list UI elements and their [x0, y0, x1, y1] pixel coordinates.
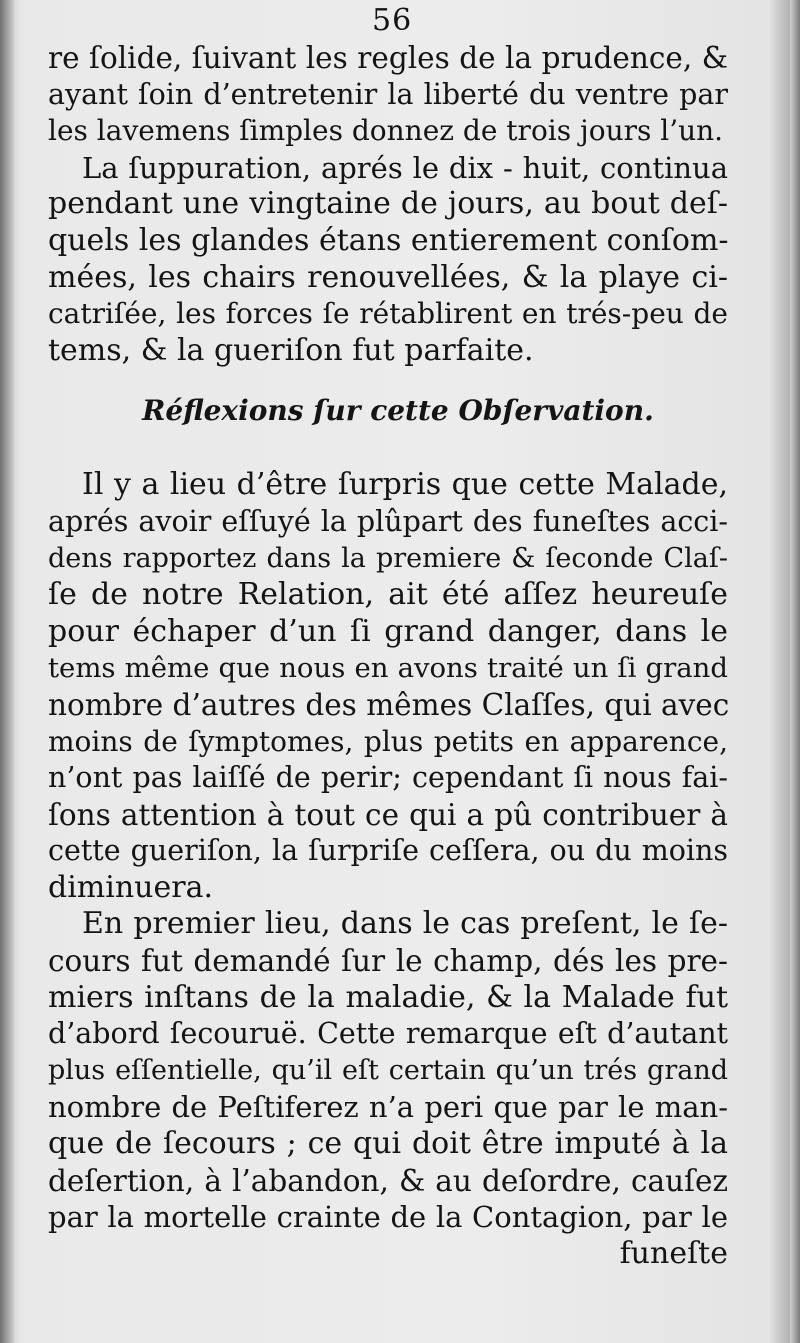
text-line: ſe de notre Relation, ait été aſſez heureuſe	[48, 577, 728, 613]
text-line: pour échaper d’un ſi grand danger, dans le	[48, 613, 728, 649]
text-line: mées, les chairs renouvellées, & la playe ci-	[48, 259, 728, 295]
text-line: cours fut demandé ſur le champ, dés les pre-	[48, 944, 728, 979]
text-line: cette gueriſon, la ſurpriſe ceſſera, ou du moins	[48, 834, 728, 868]
text-line: catriſée, les forces ſe rétablirent en trés-peu de	[48, 297, 728, 331]
text-line: plus eſſentielle, qu’il eſt certain qu’un trés grand	[48, 1054, 728, 1086]
text-line: les lavemens ſimples donnez de trois jours l’un.	[48, 114, 724, 148]
text-line: ſons attention à tout ce qui a pû contribuer à	[48, 797, 728, 832]
text-line: que de ſecours ; ce qui doit être imputé à la	[48, 1126, 728, 1162]
text-line: tems même que nous en avons traité un ſi grand	[48, 652, 728, 685]
text-line: En premier lieu, dans le cas preſent, le ſe-	[82, 906, 728, 942]
text-line: moins de ſymptomes, plus petits en apparence,	[48, 724, 728, 758]
text-line: dens rapportez dans la premiere & ſeconde Claſ-	[48, 542, 728, 574]
text-line: pendant une vingtaine de jours, au bout deſ-	[48, 186, 728, 222]
text-line: ayant ſoin d’entretenir la liberté du ventre par	[48, 77, 728, 111]
section-heading: Réflexions ſur cette Obſervation.	[142, 394, 654, 428]
text-line: quels les glandes étans entierement conſom-	[48, 222, 729, 258]
spacer	[48, 453, 728, 467]
text-line: Il y a lieu d’être ſurpris que cette Malade,	[82, 467, 728, 503]
text-line: aprés avoir eſſuyé la plûpart des funeſtes acci-	[48, 504, 728, 538]
text-line: n’ont pas laiſſé de perir; cependant ſi nous fai-	[48, 761, 728, 795]
page-edge-shadow	[790, 0, 800, 1343]
text-line: nombre de Peſtiferez n’a peri que par le man-	[48, 1090, 728, 1125]
page-number: 56	[372, 3, 413, 38]
text-line: nombre d’autres des mêmes Claſſes, qui avec	[48, 687, 730, 722]
text-line: d’abord ſecouruë. Cette remarque eſt d’autant	[48, 1017, 728, 1051]
page-text	[48, 40, 728, 1272]
text-line: deſertion, à l’abandon, & au deſordre, cauſez	[48, 1163, 728, 1198]
text-line: tems, & la gueriſon fut parfaite.	[48, 332, 534, 368]
text-line: miers inſtans de la maladie, & la Malade fut	[48, 979, 728, 1015]
catchword: funeſte	[619, 1235, 728, 1271]
book-spine-shadow	[0, 0, 14, 1343]
text-line: re ſolide, ſuivant les regles de la prudence, &	[48, 41, 728, 75]
text-line: diminuera.	[48, 869, 213, 905]
text-line: La ſuppuration, aprés le dix - huit, continua	[82, 150, 728, 185]
text-line: par la mortelle crainte de la Contagion, par le	[48, 1200, 728, 1235]
